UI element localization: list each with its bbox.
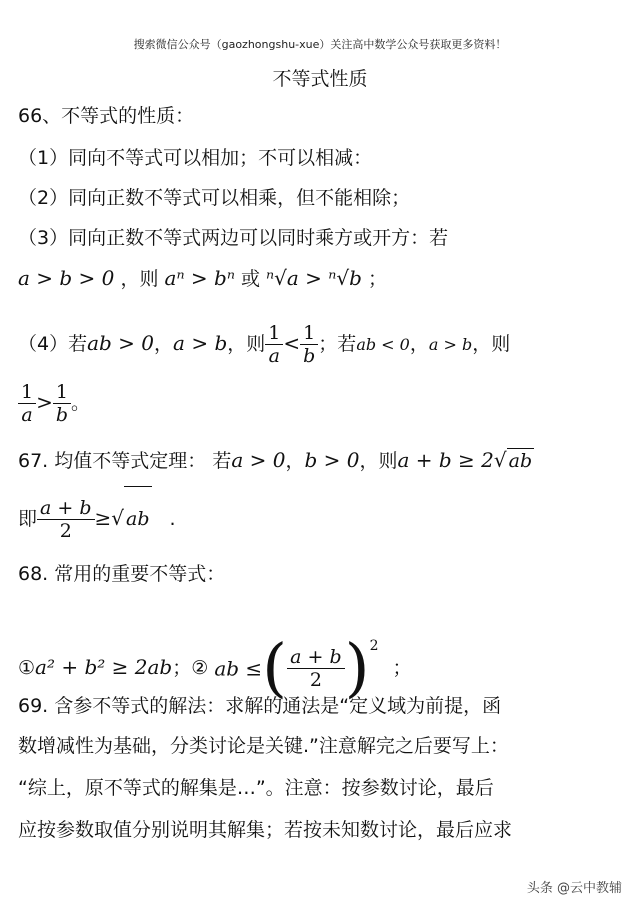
math-a-gt-0: a > 0 [231,448,286,472]
sqrt-symbol: √ [493,448,507,472]
property-4-result-line [18,372,90,433]
symbol-gt: > [36,390,53,414]
text-semicolon: ； [172,657,192,679]
text-semicolon-2: ； [392,657,412,679]
math-root: ⁿ√a > ⁿ√b [266,266,362,290]
text-semicolon: ； [368,268,388,290]
math-a-gt-b-2: a > b [428,335,473,354]
fraction-a-plus-b-over-2: $\frac{a + b}{2}$ [287,646,345,691]
math-a-gt-b: a > b [173,331,228,355]
fraction-1-over-b-2: $\frac{1}{b}$ [53,381,71,426]
left-paren: ( [262,631,288,706]
text-ji: 即 [18,508,38,530]
text-comma-2: ， [409,333,429,355]
math-b-gt-0: b > 0 [304,448,360,472]
text-period: . [169,508,176,530]
math-squares: a² + b² ≥ 2ab [35,655,173,679]
text-if-2: ；若 [318,333,357,355]
text-then: ，则 [120,268,159,290]
text-then: ，则 [359,450,398,472]
math-a-gt-b-gt-0: a > b > 0 [18,266,115,290]
sqrt-ab: ab [124,486,152,551]
section-67-second-line [18,486,176,551]
text-or: 或 [240,268,260,290]
watermark: 头条 @云中教辅 [526,881,622,896]
page-title: 不等式性质 [272,68,368,90]
symbol-ge: ≥ [94,506,112,530]
property-3-math-line [18,266,387,291]
sqrt-ab: ab [508,450,533,472]
property-4-line [18,320,510,368]
circled-1: ① [18,657,36,679]
text-then-2: ，则 [472,333,511,355]
section-69-line-4: 应按参数取值分别说明其解集；若按未知数讨论，最后应求 [18,819,513,841]
section-69-line-3: “综上，原不等式的解集是…”。注意：按参数讨论，最后 [18,777,494,799]
math-am-gm: a + b ≥ 2 [397,448,494,472]
section-66-heading: 66、不等式的性质： [18,105,195,127]
exponent-2: 2 [369,638,379,654]
fraction-1-over-a-2: $\frac{1}{a}$ [18,381,36,426]
text-comma: ， [285,450,305,472]
property-1: （1）同向不等式可以相加；不可以相减： [18,147,373,169]
text-period: 。 [71,392,91,414]
fraction-1-over-a: $\frac{1}{a}$ [265,322,283,367]
circled-2: ② [191,657,209,679]
section-67-heading: 67. 均值不等式定理： [18,450,207,472]
right-paren: ) [344,631,370,706]
text-comma: ， [154,333,174,355]
text-if: 若 [212,450,232,472]
section-68-heading: 68. 常用的重要不等式： [18,563,226,585]
symbol-lt: < [283,331,301,355]
property-3: （3）同向正数不等式两边可以同时乘方或开方：若 [18,227,449,249]
text-then: ，则 [227,333,266,355]
math-ab-lt-0: ab < 0 [356,335,410,354]
section-69-line-1: 69. 含参不等式的解法：求解的通法是“定义域为前提，函 [18,695,502,717]
math-ab-gt-0: ab > 0 [87,331,155,355]
property-2: （2）同向正数不等式可以相乘，但不能相除； [18,187,411,209]
math-ab-le: ab ≤ [214,656,263,681]
fraction-a-plus-b-over-2: $\frac{a + b}{2}$ [37,497,95,542]
sqrt-symbol: √ [111,506,125,530]
section-69-line-2: 数增减性为基础，分类讨论是关键.”注意解完之后要写上： [18,735,509,757]
math-power: aⁿ > bⁿ [164,266,235,290]
header-notice: 搜索微信公众号（gaozhongshu-xue）关注高中数学公众号获取更多资料！ [133,38,507,51]
text-if: （4）若 [18,333,88,355]
fraction-1-over-b: $\frac{1}{b}$ [300,322,318,367]
section-67-line [18,448,534,473]
